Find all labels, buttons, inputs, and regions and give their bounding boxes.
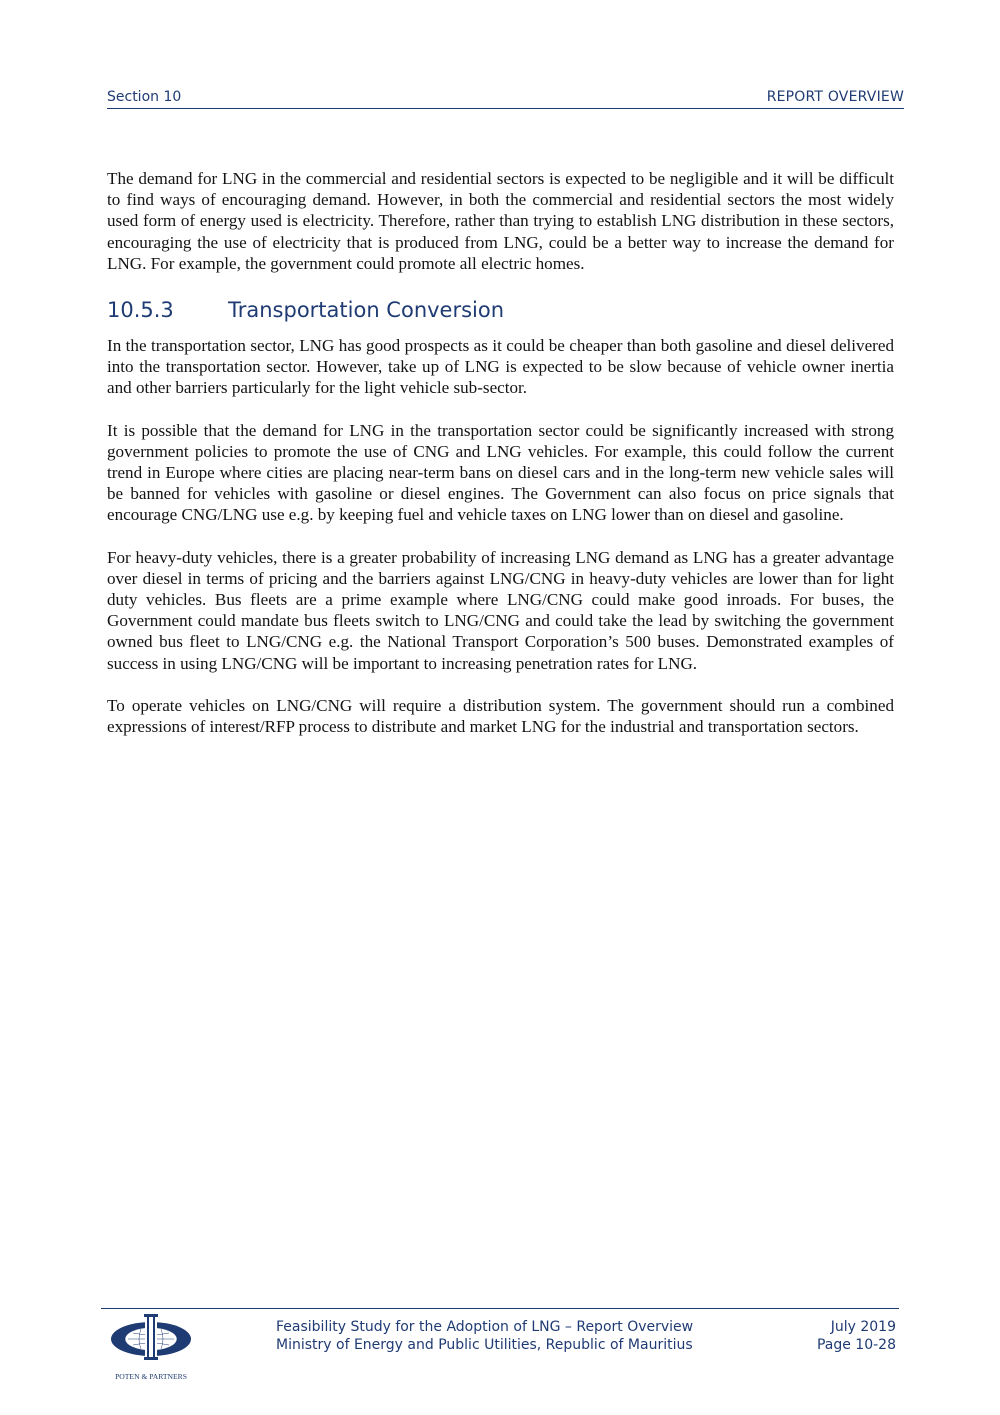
page-body (107, 168, 894, 758)
footer-date: July 2019 (830, 1319, 896, 1335)
footer-center (276, 1318, 693, 1354)
paragraph-4: To operate vehicles on LNG/CNG will require a distribution system. The government should run a combined expressions of interest/RFP process to distribute and market LNG for the industrial and transportation sectors. (107, 695, 894, 737)
section-heading (107, 295, 894, 325)
page-number: Page 10-28 (816, 1337, 896, 1353)
footer-ministry: Ministry of Energy and Public Utilities, Republic of Mauritius (276, 1337, 693, 1353)
page-header (107, 88, 904, 109)
footer-study-title: Feasibility Study for the Adoption of LNG – Report Overview (276, 1319, 694, 1335)
logo-text: POTEN & PARTNERS (115, 1372, 187, 1381)
footer-rule (101, 1308, 899, 1309)
section-heading-title: Transportation Conversion (228, 298, 505, 323)
section-heading-number: 10.5.3 (107, 298, 174, 323)
paragraph-1: In the transportation sector, LNG has good prospects as it could be cheaper than both gasoline and diesel delivered into the transportation sector. However, take up of LNG is expected to be slow because of vehicle owner inertia and other barriers particularly for the light vehicle sub-sector. (107, 336, 894, 398)
paragraph-2: It is possible that the demand for LNG in the transportation sector could be significantly increased with strong government policies to promote the use of CNG and LNG vehicles. For example, this could follow the current trend in Europe where cities are placing near-term bans on diesel cars and in the long-term new vehicle sales will be banned for vehicles with gasoline or diesel engines. The Government can also focus on price signals that encourage CNG/LNG use e.g. by keeping fuel and vehicle taxes on LNG lower than on diesel and gasoline. (107, 420, 894, 525)
intro-paragraph: The demand for LNG in the commercial and residential sectors is expected to be negligible and it will be difficult to find ways of encouraging demand. However, in both the commercial and residential sectors the most widely used form of energy used is electricity. Therefore, rather than trying to establish LNG distribution in these sectors, encouraging the use of electricity that is produced from LNG, could be a better way to increase the demand for LNG. For example, the government could promote all electric homes. (107, 169, 894, 273)
header-section-label: Section 10 (107, 89, 182, 105)
poten-partners-logo (104, 1313, 198, 1383)
paragraph-3: For heavy-duty vehicles, there is a greater probability of increasing LNG demand as LNG has a greater advantage over diesel in terms of pricing and the barriers against LNG/CNG in heavy-duty vehicles are lower than for light duty vehicles. Bus fleets are a prime example where LNG/CNG could make good inroads. For buses, the Government could mandate bus fleets switch to LNG/CNG and could take the lead by switching the government owned bus fleet to LNG/CNG e.g. the National Transport Corporation’s 500 buses. Demonstrated examples of success in using LNG/CNG will be important to increasing penetration rates for LNG. (107, 547, 894, 673)
header-title: REPORT OVERVIEW (766, 89, 904, 105)
footer-right (817, 1318, 896, 1354)
